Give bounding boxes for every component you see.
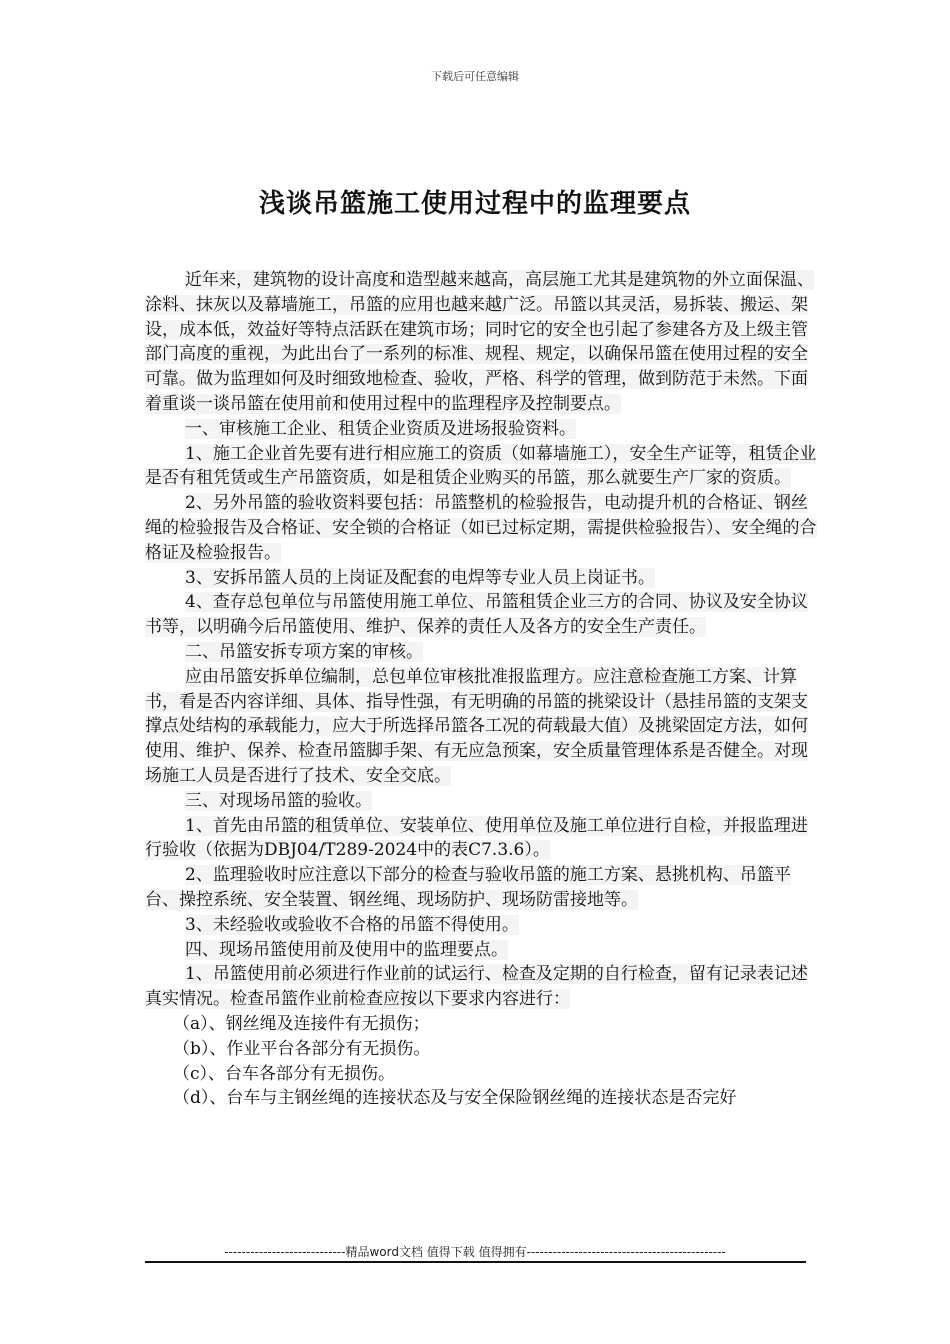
page-header: 下载后可任意编辑: [431, 70, 519, 83]
paragraph: 2、监理验收时应注意以下部分的检查与验收吊篮的施工方案、悬挑机构、吊篮平台、操控系统、安全装置、钢丝绳、现场防护、现场防雷接地等。: [145, 865, 791, 910]
paragraph: 3、安拆吊篮人员的上岗证及配套的电焊等专业人员上岗证书。: [185, 567, 655, 588]
list-item: （c）、台车各部分有无损伤。: [173, 1063, 396, 1084]
document-body: [145, 268, 820, 1111]
document-title: 浅谈吊篮施工使用过程中的监理要点: [258, 189, 691, 219]
paragraph: 1、吊篮使用前必须进行作业前的试运行、检查及定期的自行检查，留有记录表记述真实情况。检查吊篮作业前检查应按以下要求内容进行：: [145, 964, 808, 1010]
list-item: （b）、作业平台各部分有无损伤。: [173, 1038, 431, 1059]
paragraph: 1、施工企业首先要有进行相应施工的资质（如幕墙施工），安全生产证等，租赁企业是否有租凭赁或生产吊篮资质，如是租赁企业购买的吊篮，那么就要生产厂家的资质。: [145, 443, 817, 489]
list-item: （d）、台车与主钢丝绳的连接状态及与安全保险钢丝绳的连接状态是否完好: [173, 1088, 737, 1109]
paragraph: 4、查存总包单位与吊篮使用施工单位、吊篮租赁企业三方的合同、协议及安全协议书等，以明确今后吊篮使用、维护、保养的责任人及各方的安全生产责任。: [145, 592, 808, 638]
section-heading-4: 四、现场吊篮使用前及使用中的监理要点。: [185, 939, 508, 960]
list-item: （a）、钢丝绳及连接件有无损伤；: [173, 1013, 430, 1034]
paragraph: 2、另外吊篮的验收资料要包括：吊篮整机的检验报告，电动提升机的合格证、钢丝绳的检验报告及合格证、安全锁的合格证（如已过标定期，需提供检验报告）、安全绳的合格证及检验报告。: [145, 493, 817, 563]
section-heading-2: 二、吊篮安拆专项方案的审核。: [185, 641, 423, 662]
section-heading-3: 三、对现场吊篮的验收。: [185, 790, 372, 811]
paragraph-intro: 近年来，建筑物的设计高度和造型越来越高，高层施工尤其是建筑物的外立面保温、涂料、抹灰以及幕墙施工，吊篮的应用也越来越广泛。吊篮以其灵活，易拆装、搬运、架设，成本低，效益好等特点活跃在建筑市场；同时它的安全也引起了参建各方及上级主管部门高度的重视，为此出台了一系列的标准、规程、规定，以确保吊篮在使用过程的安全可靠。做为监理如何及时细致地检查、验收，严格、科学的管理，做到防范于未然。下面着重谈一谈吊篮在使用前和使用过程中的监理程序及控制要点。: [145, 270, 814, 414]
paragraph: 1、首先由吊篮的租赁单位、安装单位、使用单位及施工单位进行自检，并报监理进行验收（依据为DBJ04/T289-2024中的表C7.3.6）。: [145, 815, 808, 861]
page-footer: ----------------------------精品word文档 值得下载 值得拥有----------------------------------------------: [224, 1245, 726, 1259]
footer-rule: [145, 1261, 806, 1263]
paragraph: 3、未经验收或验收不合格的吊篮不得使用。: [185, 914, 519, 935]
section-heading-1: 一、审核施工企业、租赁企业资质及进场报验资料。: [185, 418, 576, 439]
paragraph: 应由吊篮安拆单位编制，总包单位审核批准报监理方。应注意检查施工方案、计算书，看是否内容详细、具体、指导性强，有无明确的吊篮的挑梁设计（悬挂吊篮的支架支撑点处结构的承载能力，应大于所选择吊篮各工况的荷载最大值）及挑梁固定方法，如何使用、维护、保养、检查吊篮脚手架、有无应急预案，安全质量管理体系是否健全。对现场施工人员是否进行了技术、安全交底。: [145, 666, 808, 786]
